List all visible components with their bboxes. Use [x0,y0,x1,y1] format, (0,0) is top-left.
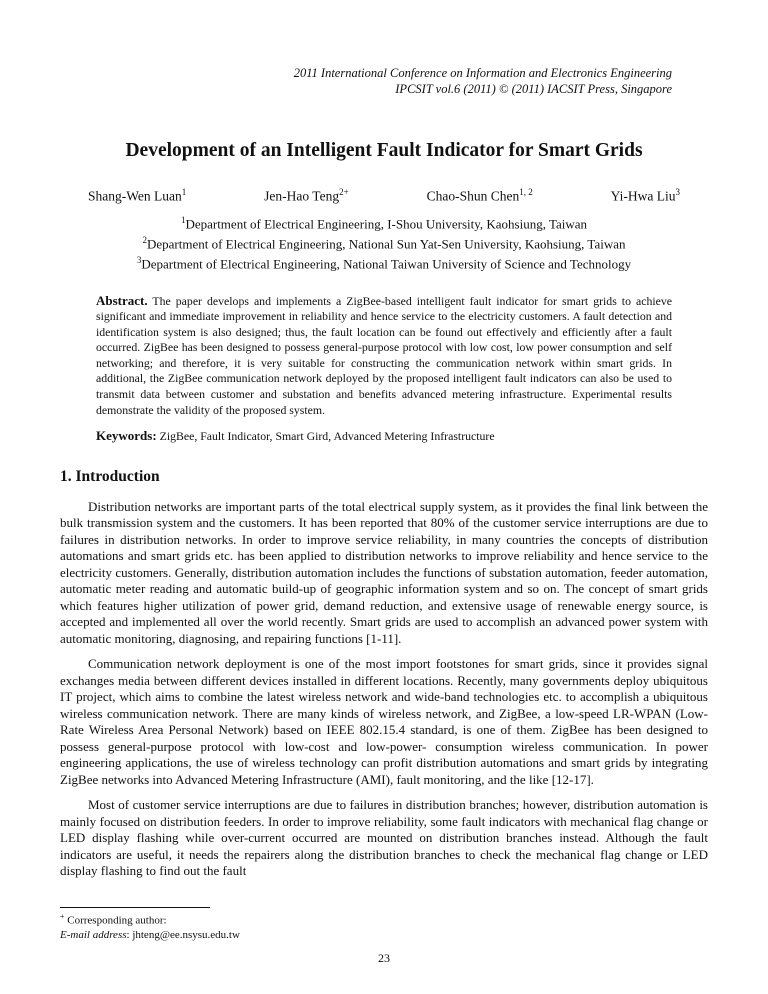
author-affil-mark: 2+ [339,186,349,197]
affiliation [60,214,708,234]
paper-title: Development of an Intelligent Fault Indicator for Smart Grids [125,140,643,162]
footnote [60,907,480,942]
author-affil-mark: 1, 2 [519,186,533,197]
affiliation [60,254,708,274]
proceedings-info: IPCSIT vol.6 (2011) © (2011) IACSIT Press, Singapore [395,81,672,96]
intro-paragraph-1: Distribution networks are important parts of the total electrical supply system, as it provides the final link between the bulk transmission system and the customers. It has been reported that 80% of the customer service interruptions are due to failures in distribution networks. In order to improve service reliability, in many countries the concepts of distribution automations and smart grids etc. has been applied to distribution networks to improve reliability and hence service to the electricity customers. Generally, distribution automation includes the functions of substation automation, feeder automation, automatic meter reading and automatic build-up of geographic information system and so on. The concept of smart grids which features higher utilization of power grid, demand reduction, and extensive usage of renewable energy source, is accepted and implemented all over the world recently. Smart grids are used to accomplish an advanced power system with automatic monitoring, diagnosing, and repairing functions [1-11]. [60,498,708,646]
page-number: 23 [378,951,390,965]
section-heading-introduction: 1. Introduction [60,468,160,486]
footnote-text: Corresponding author: [64,914,167,927]
author-name: Shang-Wen Luan [88,188,182,204]
keywords-text: ZigBee, Fault Indicator, Smart Gird, Advanced Metering Infrastructure [156,429,495,444]
conference-name: 2011 International Conference on Information and Electronics Engineering [293,66,672,80]
author [264,187,349,205]
abstract [96,292,672,419]
footnote-email-label: E-mail address [60,928,127,941]
footnote-corresponding-author [60,912,480,928]
conference-header [60,66,708,97]
author-list [60,187,708,205]
abstract-text: The paper develops and implements a ZigBee-based intelligent fault indicator for smart grids to achieve significant and immediate improvement in reliability and hence service to the electricity customers. A fault detection and identification system is also designed; thus, the fault location can be found out effectively and efficiently after a fault occurred. ZigBee has been designed to possess general-purpose protocol with low cost, low power consumption and self networking; and therefore, it is very suitable for constructing the communication network within smart grids. In additional, the ZigBee communication network deployed by the proposed intelligent fault indicators can also be used to transmit data between customer and substation and benefits advanced metering infrastructure. Experimental results demonstrate the validity of the proposed system. [96,293,672,417]
footnote-email [60,928,480,942]
author [427,187,533,205]
intro-paragraph-3: Most of customer service interruptions are due to failures in distribution branches; however, distribution automation is mainly focused on distribution feeders. In order to improve reliability, some fault indicators with mechanical flag change or LED display flashing while over-current occurred are mounted on distribution branches instead. Although the fault indicators are useful, it needs the repairers along the distribution branches to check the mechanical flag change or LED display flashing to find out the fault [60,797,708,879]
affiliation-list [60,214,708,273]
author-affil-mark: 1 [181,186,187,197]
author-name: Jen-Hao Teng [264,188,340,204]
author [88,187,186,205]
author-affil-mark: 3 [675,186,680,197]
affiliation-mark: 3 [136,254,142,265]
author [611,187,680,205]
affiliation-text: Department of Electrical Engineering, National Taiwan University of Science and Technology [141,256,632,272]
footnote-rule [60,907,210,908]
intro-paragraph-2: Communication network deployment is one of the most import footstones for smart grids, since it provides signal exchanges media between different devices installed in different locations. Recently, many governments deploy ubiquitous IT project, which aims to combine the latest wireless network and wide-band technologies etc. to accomplish a ubiquitous wireless communication network. There are many kinds of wireless network, and ZigBee, a low-speed LR-WPAN (Low-Rate Wireless Area Personal Network) based on IEEE 802.15.4 standard, is one of them. ZigBee has been designed to possess general-purpose protocol with low-cost and low-power- consumption wireless communication. In power engineering applications, the use of wireless technology can profit distribution automations and smart grids by integrating ZigBee networks into Advanced Metering Infrastructure (AMI), fault monitoring, and the like [12-17]. [60,656,708,787]
footnote-mark: + [60,911,65,921]
affiliation-mark: 1 [180,215,186,226]
affiliation-text: Department of Electrical Engineering, National Sun Yat-Sen University, Kaohsiung, Taiwan [146,236,626,252]
abstract-label: Abstract. [96,292,148,308]
affiliation [60,234,708,254]
keywords [96,428,672,444]
author-name: Chao-Shun Chen [426,188,520,204]
keywords-label: Keywords: [96,428,157,444]
affiliation-mark: 2 [142,234,147,245]
footnote-email-value: : jhteng@ee.nsysu.edu.tw [126,928,240,941]
author-name: Yi-Hwa Liu [610,188,676,204]
affiliation-text: Department of Electrical Engineering, I-Shou University, Kaohsiung, Taiwan [185,216,588,232]
